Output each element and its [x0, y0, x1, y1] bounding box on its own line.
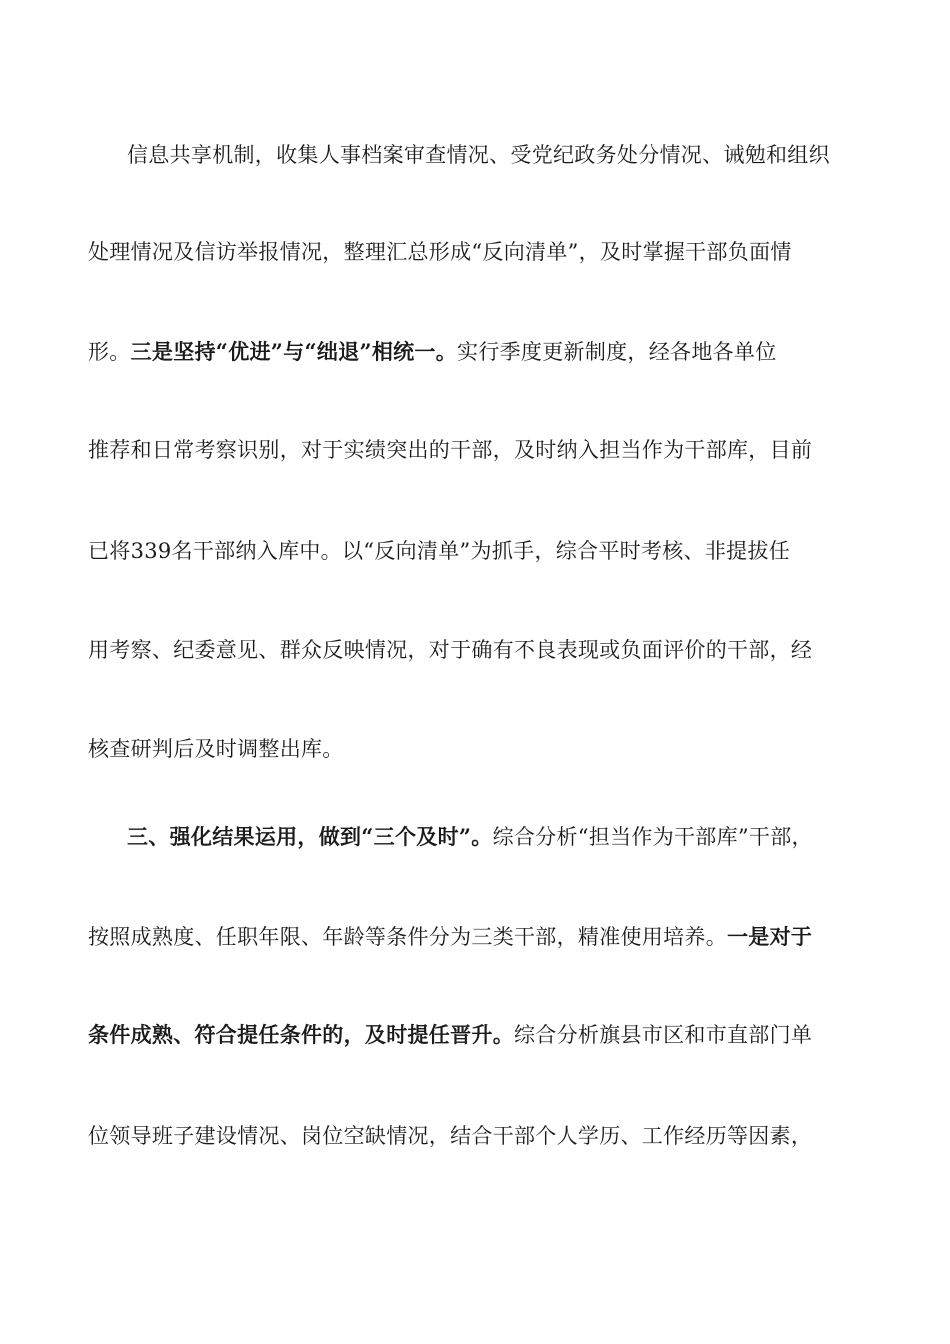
text-run: 综合分析“担当作为干部库”干部，	[492, 825, 813, 849]
bold-heading-run: 条件成熟、符合提任条件的，及时提任晋升。	[88, 1022, 514, 1047]
paragraph-line	[88, 337, 868, 367]
paragraph-line	[88, 1020, 868, 1050]
paragraph-line	[88, 922, 868, 952]
text-run: 用考察、纪委意见、群众反映情况，对于确有不良表现或负面评价的干部，经	[88, 638, 813, 662]
text-run: 综合分析旗县市区和市直部门单	[514, 1023, 813, 1047]
text-run: 实行季度更新制度，经各地各单位	[457, 340, 777, 364]
text-run: 推荐和日常考察识别，对于实绩突出的干部，及时纳入担当作为干部库，目前	[88, 438, 813, 462]
text-run: 位领导班子建设情况、岗位空缺情况，结合干部个人学历、工作经历等因素，	[88, 1124, 813, 1148]
bold-heading-run: 三是坚持“优进”与“绌退”相统一。	[130, 339, 458, 364]
paragraph-line	[88, 734, 868, 764]
text-run: 处理情况及信访举报情况，整理汇总形成“反向清单”，及时掌握干部负面情	[88, 240, 792, 264]
section-heading-run: 三、强化结果运用，做到“三个及时”。	[127, 824, 493, 849]
paragraph-line	[88, 435, 868, 465]
paragraph-line	[88, 635, 868, 665]
bold-heading-run: 一是对于	[727, 924, 813, 949]
text-run: 形。	[88, 340, 131, 364]
text-run: 信息共享机制，收集人事档案审查情况、受党纪政务处分情况、诫勉和组织	[127, 143, 830, 167]
text-run: 已将339名干部纳入库中。以“反向清单”为抓手，综合平时考核、非提拔任	[88, 539, 791, 563]
text-run: 核查研判后及时调整出库。	[88, 737, 344, 761]
paragraph-line	[127, 822, 868, 852]
paragraph-line	[88, 1121, 868, 1151]
text-run: 按照成熟度、任职年限、年龄等条件分为三类干部，精准使用培养。	[88, 925, 727, 949]
paragraph-line	[88, 237, 868, 267]
paragraph-line	[127, 140, 868, 170]
paragraph-line	[88, 536, 868, 566]
